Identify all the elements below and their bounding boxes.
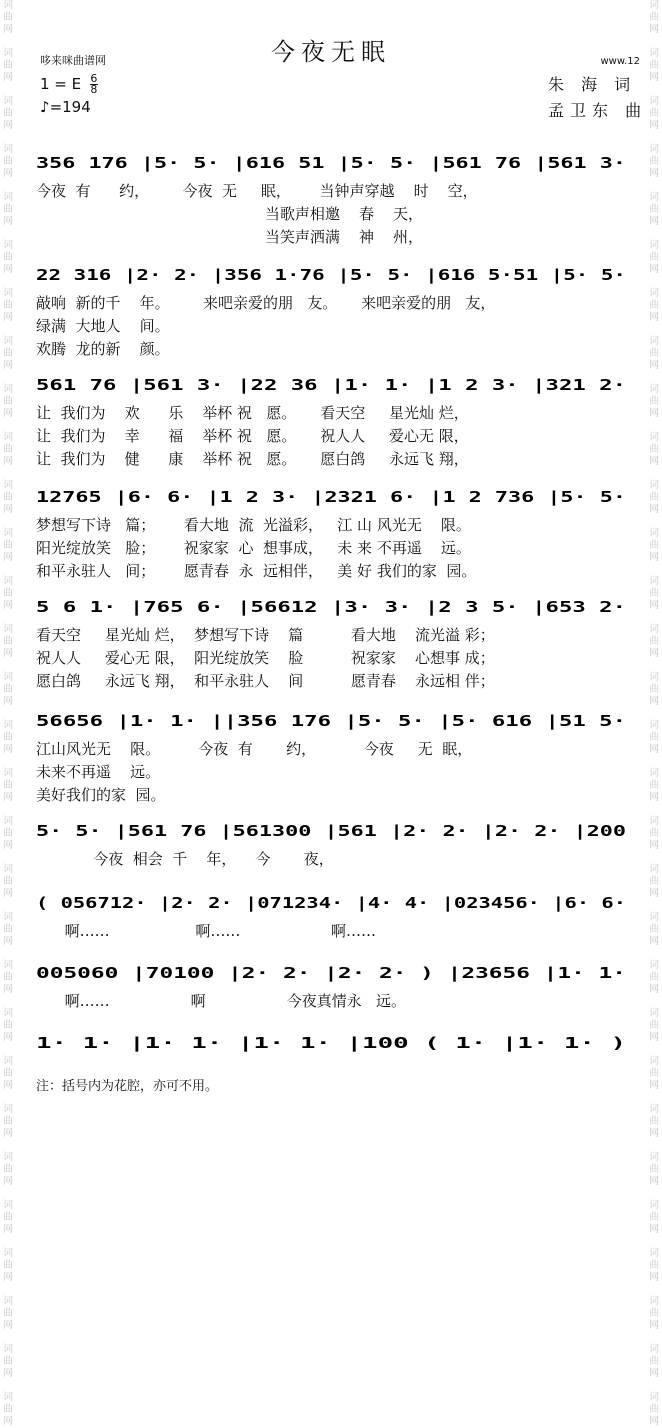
- notation-text: 1· 1· |1· 1· |1· 1· |100 ( 1· |1· 1· ): [36, 1034, 380, 1052]
- notation-svg: [36, 484, 630, 512]
- meter-bottom: 8: [90, 83, 98, 96]
- lyric-line: 阳光绽放笑 脸； 祝家家 心 想事成， 未 来 不再遥 远。: [36, 539, 471, 557]
- lyric-line: 今夜 有 约， 今夜 无 眠， 当钟声穿越 时 空，: [36, 182, 478, 200]
- lyric-line: 啊…… 啊 今夜真情永 远。: [36, 992, 407, 1010]
- notation-line: [36, 484, 630, 512]
- watermark-left: 词 曲 网 词 曲 网 词 曲 网 词 曲 网 词 曲 网 词 曲 网 词 曲 网 词 曲 网 词 曲 网 词 曲 网 词 曲 网 词 曲 网 词 曲 网 词 曲 网 词 曲 网 词 曲 网 词 曲 网 词 曲 网 词 曲 网 词 曲 网 词 曲 网 词 曲 网 词 曲 网 词 曲 网 词 曲 网 词 曲 网 词 曲 网 词 曲 网 词 曲 网 词 曲 网: [3, 0, 13, 1427]
- notation-svg: [36, 1030, 630, 1058]
- notation-text: ( 056712· |2· 2· |071234· |4· 4· |023456· |6· 6·: [36, 894, 470, 912]
- notation-text: 561 76 |561 3· |22 36 |1· 1· |1 2 3· |321 2·: [36, 376, 434, 394]
- notation-line: [36, 708, 630, 736]
- key-signature: [40, 74, 98, 95]
- lyric-line: 当歌声相邀 春 天，: [36, 205, 424, 223]
- lyric-line: 欢腾 龙的新 颜。: [36, 340, 170, 358]
- notation-line: [36, 890, 630, 918]
- notation-text: 12765 |6· 6· |1 2 3· |2321 6· |1 2 736 |5· 5·: [36, 488, 443, 506]
- song-title: 今夜无眠: [271, 38, 391, 66]
- key-label: 1 = E: [40, 75, 82, 93]
- composer-credit: 孟卫东 曲: [548, 101, 648, 120]
- lyric-line: 让 我们为 欢 乐 举杯 祝 愿。 看天空 星光灿 烂，: [36, 404, 469, 422]
- lyric-line: 敲响 新的千 年。 来吧亲爱的朋 友。 来吧亲爱的朋 友，: [36, 294, 496, 312]
- lyric-line: 让 我们为 健 康 举杯 祝 愿。 愿白鸽 永远飞 翔，: [36, 450, 469, 468]
- notation-svg: [36, 890, 630, 918]
- notation-line: [36, 150, 630, 178]
- time-signature: [90, 74, 98, 95]
- notation-svg: [36, 150, 630, 178]
- notation-svg: [36, 262, 630, 290]
- notation-text: 356 176 |5· 5· |616 51 |5· 5· |561 76 |561 3·: [36, 154, 443, 172]
- notation-line: [36, 818, 630, 846]
- lyric-line: 当笑声洒满 神 州，: [36, 228, 424, 246]
- lyric-line: 祝人人 爱心无 限， 阳光绽放笑 脸 祝家家 心想事 成；: [36, 649, 495, 667]
- lyric-line: 看天空 星光灿 烂， 梦想写下诗 篇 看大地 流光溢 彩；: [36, 626, 495, 644]
- notation-text: 5 6 1· |765 6· |56612 |3· 3· |2 3 5· |653 2·: [36, 598, 434, 616]
- notation-line: [36, 372, 630, 400]
- footnote: 注：括号内为花腔，亦可不用。: [36, 1079, 219, 1094]
- notation-text: 22 316 |2· 2· |356 1·76 |5· 5· |616 5·51 |5· 5·: [36, 266, 461, 284]
- notation-line: [36, 1030, 630, 1058]
- lyric-line: 江山风光无 限。 今夜 有 约， 今夜 无 眠，: [36, 740, 473, 758]
- notation-svg: [36, 594, 630, 622]
- lyric-line: 美好我们的家 园。: [36, 786, 166, 804]
- notation-text: 005060 |70100 |2· 2· |2· 2· ) |23656 |1· 1·: [36, 964, 425, 982]
- site-name: 哆来咪曲谱网: [40, 54, 106, 67]
- lyric-line: 让 我们为 幸 福 举杯 祝 愿。 祝人人 爱心无 限，: [36, 427, 469, 445]
- lyricist-credit: 朱 海 词: [548, 75, 637, 94]
- notation-line: [36, 262, 630, 290]
- notation-line: [36, 960, 630, 988]
- notation-svg: [36, 818, 630, 846]
- notation-svg: [36, 960, 630, 988]
- notation-svg: [36, 708, 630, 736]
- lyric-line: 未来不再遥 远。: [36, 763, 161, 781]
- lyric-line: 绿满 大地人 间。: [36, 317, 170, 335]
- site-url: www.12: [600, 56, 640, 67]
- meter-top: 6: [90, 72, 98, 85]
- notation-line: [36, 594, 630, 622]
- lyric-line: 和平永驻人 间； 愿青春 永 远相伴， 美 好 我们的家 园。: [36, 562, 477, 580]
- lyric-line: 梦想写下诗 篇； 看大地 流 光溢彩， 江 山 风光无 限。: [36, 516, 471, 534]
- lyric-line: 啊…… 啊…… 啊……: [36, 922, 377, 940]
- lyric-line: 愿白鸽 永远飞 翔， 和平永驻人 间 愿青春 永远相 伴；: [36, 672, 495, 690]
- tempo-marking: ♪=194: [40, 98, 91, 116]
- notation-text: 56656 |1· 1· ||356 176 |5· 5· |5· 616 |51 5·: [36, 712, 434, 730]
- watermark-right: 词 曲 网 词 曲 网 词 曲 网 词 曲 网 词 曲 网 词 曲 网 词 曲 网 词 曲 网 词 曲 网 词 曲 网 词 曲 网 词 曲 网 词 曲 网 词 曲 网 词 曲 网 词 曲 网 词 曲 网 词 曲 网 词 曲 网 词 曲 网 词 曲 网 词 曲 网 词 曲 网 词 曲 网 词 曲 网 词 曲 网 词 曲 网 词 曲 网 词 曲 网 词 曲 网: [649, 0, 659, 1427]
- notation-text: 5· 5· |561 76 |561300 |561 |2· 2· |2· 2· |200: [36, 822, 443, 840]
- notation-svg: [36, 372, 630, 400]
- lyric-line: 今夜 相会 千 年， 今 夜，: [36, 850, 334, 868]
